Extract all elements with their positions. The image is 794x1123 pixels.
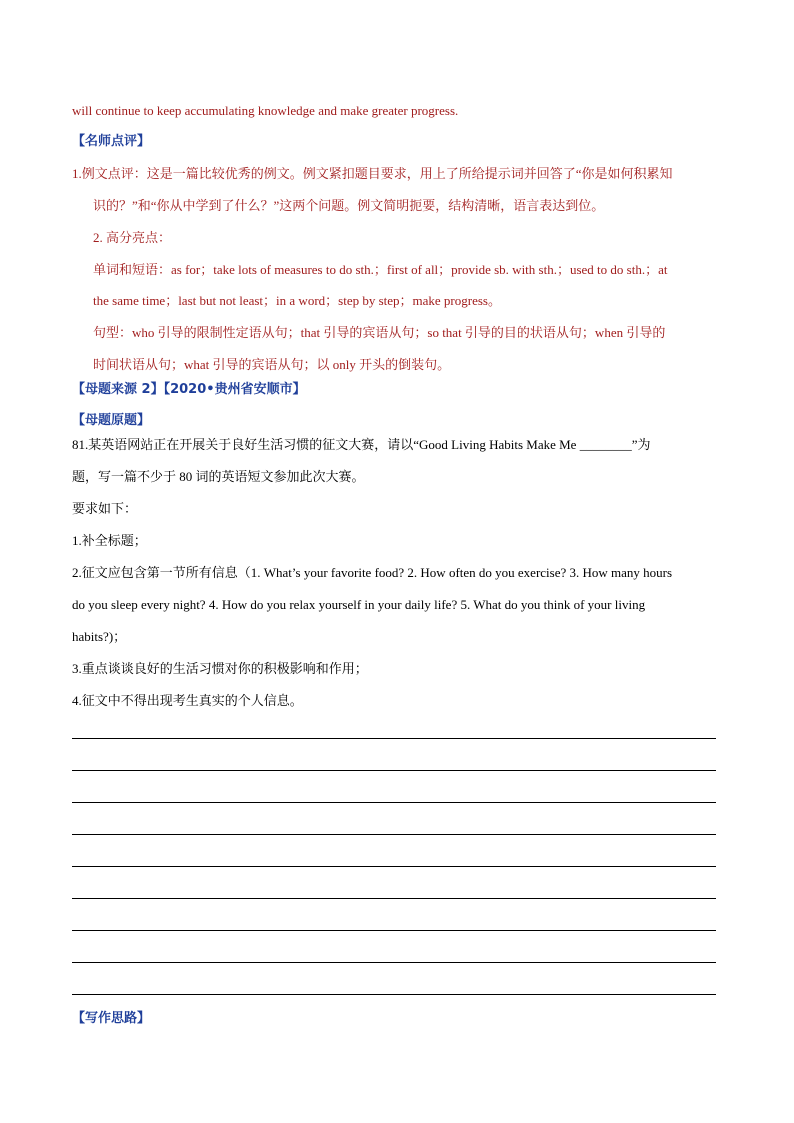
comment-heading: 【名师点评】 [72,134,151,149]
source-value: 【2020•贵州省安顺市】 [163,382,306,397]
answer-line[interactable] [72,962,716,963]
requirement-2-line1: 2.征文应包含第一节所有信息（1. What’s your favorite food? 2. How often do you exercise? 3. How many hours [72,565,673,580]
requirement-1: 1.补全标题； [72,533,147,548]
answer-line[interactable] [72,898,716,899]
writing-heading: 【写作思路】 [72,1011,151,1026]
answer-line[interactable] [72,866,716,867]
requirement-3: 3.重点谈谈良好的生活习惯对你的积极影响和作用； [72,661,368,676]
comment-p1-line2: 识的？”和“你从中学到了什么？”这两个问题。例文简明扼要，结构清晰，语言表达到位。 [93,198,605,213]
words-line1: 单词和短语：as for；take lots of measures to do sth.；first of all；provide sb. with sth.；used to do sth.；at [93,262,668,277]
sentence-line1: 句型：who 引导的限制性定语从句；that 引导的宾语从句；so that 引导的目的状语从句；when 引导的 [93,325,666,340]
question-line2: 题，写一篇不少于 80 词的英语短文参加此次大赛。 [72,469,365,484]
original-heading: 【母题原题】 [72,413,151,428]
requirement-4: 4.征文中不得出现考生真实的个人信息。 [72,693,303,708]
answer-line[interactable] [72,738,716,739]
words-line2: the same time；last but not least；in a word；step by step；make progress。 [93,293,501,308]
answer-line[interactable] [72,930,716,931]
sentence-line2: 时间状语从句；what 引导的宾语从句；以 only 开头的倒装句。 [93,357,451,372]
source-line [72,381,306,399]
answer-line[interactable] [72,802,716,803]
comment-p1-line1: 1.例文点评：这是一篇比较优秀的例文。例文紧扣题目要求，用上了所给提示词并回答了“你是如何积累知 [72,166,673,181]
example-last-line: will continue to keep accumulating knowledge and make greater progress. [72,103,459,118]
source-label: 【母题来源 2】 [72,382,164,397]
answer-line[interactable] [72,994,716,995]
answer-line[interactable] [72,770,716,771]
answer-line[interactable] [72,834,716,835]
question-line1: 81.某英语网站正在开展关于良好生活习惯的征文大赛，请以“Good Living Habits Make Me ________”为 [72,437,651,452]
requirements-title: 要求如下： [72,501,138,516]
requirement-2-line2: do you sleep every night? 4. How do you relax yourself in your daily life? 5. What do you think of your living [72,597,646,612]
comment-p2-title: 2. 高分亮点： [93,230,172,245]
requirement-2-line3: habits?)； [72,629,127,644]
